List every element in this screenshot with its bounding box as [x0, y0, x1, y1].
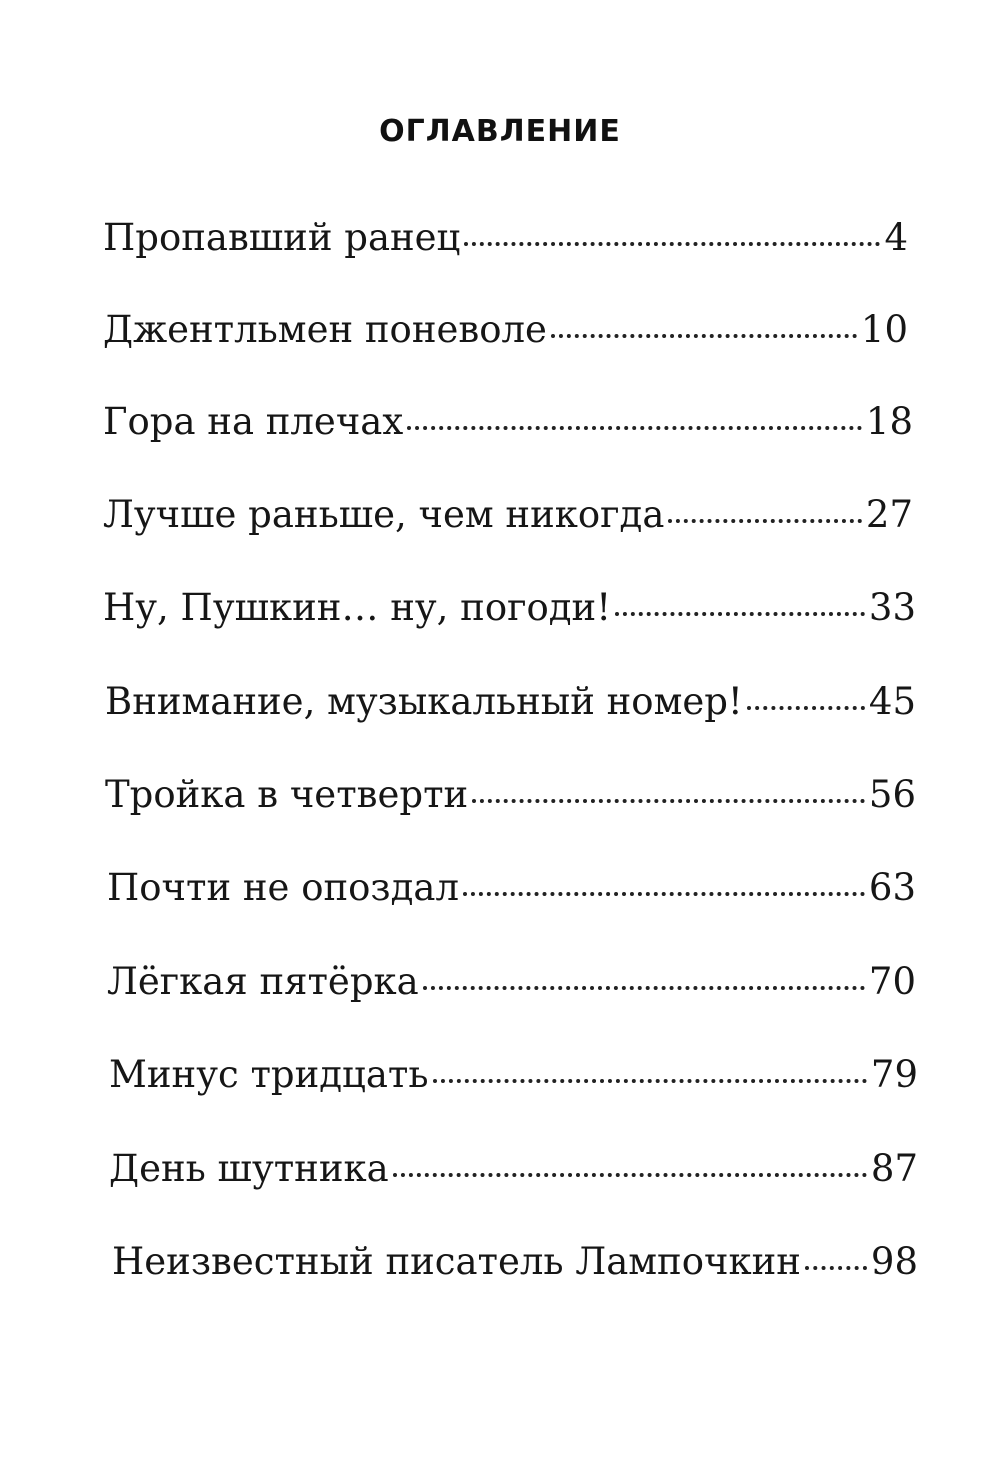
- toc-entry-page: 18: [865, 400, 913, 443]
- toc-entry-title: Джентльмен поневоле: [103, 308, 547, 351]
- toc-entry: [105, 672, 916, 732]
- toc-entry-title: День шутника: [109, 1147, 389, 1190]
- toc-entry-page: 63: [868, 866, 916, 909]
- toc-entry: [105, 765, 916, 825]
- toc-entry-title: Неизвестный писатель Лампочкин: [112, 1240, 801, 1283]
- toc-entry-page: 70: [868, 960, 916, 1003]
- dot-leader: [805, 1266, 867, 1270]
- toc-entry-title: Гора на плечах: [103, 400, 404, 443]
- toc-entry: [109, 1045, 918, 1105]
- dot-leader: [407, 426, 862, 430]
- toc-entry-page: 45: [868, 680, 916, 723]
- toc-entry-title: Лёгкая пятёрка: [107, 960, 419, 1003]
- toc-entry: [109, 1139, 918, 1199]
- toc-entry-title: Лучше раньше, чем никогда: [103, 493, 665, 536]
- toc-entry-page: 56: [868, 773, 916, 816]
- dot-leader: [433, 1079, 867, 1083]
- toc-entry-page: 87: [870, 1147, 918, 1190]
- dot-leader: [747, 706, 865, 710]
- toc-entry-page: 10: [860, 308, 908, 351]
- toc-entry: [103, 485, 913, 545]
- dot-leader: [472, 799, 865, 803]
- toc-entry-page: 33: [868, 586, 916, 629]
- dot-leader: [464, 242, 880, 246]
- toc-entry: [107, 952, 916, 1012]
- toc-entry: [107, 858, 916, 918]
- toc-entry-page: 79: [870, 1053, 918, 1096]
- dot-leader: [423, 986, 865, 990]
- toc-entry: [103, 208, 908, 268]
- toc-entry-page: 4: [884, 216, 908, 259]
- dot-leader: [393, 1173, 867, 1177]
- toc-entry-title: Минус тридцать: [109, 1053, 429, 1096]
- toc-entry-page: 98: [870, 1240, 918, 1283]
- page-title: ОГЛАВЛЕНИЕ: [379, 114, 621, 149]
- toc-entry: [103, 392, 913, 452]
- toc-entry: [103, 300, 908, 360]
- dot-leader: [551, 334, 857, 338]
- dot-leader: [615, 612, 865, 616]
- toc-entry-page: 27: [865, 493, 913, 536]
- dot-leader: [463, 892, 865, 896]
- toc-entry-title: Ну, Пушкин… ну, погоди!: [103, 586, 612, 629]
- toc-entry-title: Почти не опоздал: [107, 866, 459, 909]
- toc-entry: [103, 578, 916, 638]
- dot-leader: [668, 519, 862, 523]
- toc-entry: [112, 1232, 918, 1292]
- toc-entry-title: Внимание, музыкальный номер!: [105, 680, 743, 723]
- toc-entry-title: Пропавший ранец: [103, 216, 461, 259]
- toc-entry-title: Тройка в четверти: [105, 773, 469, 816]
